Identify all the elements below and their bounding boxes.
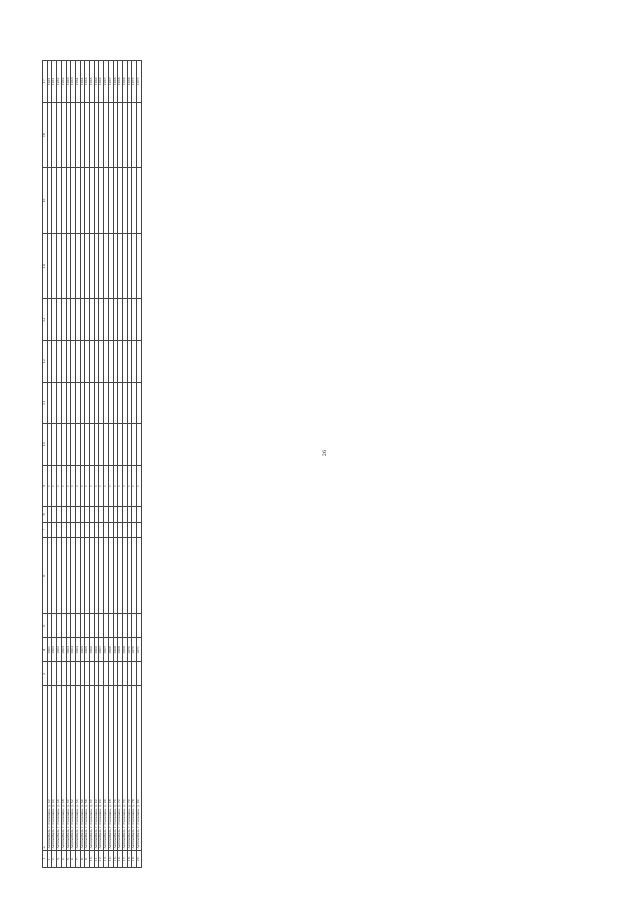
table-cell: 1 bbox=[94, 465, 99, 507]
table-cell: Автомобиль г. Сосновка, д. 42 bbox=[47, 686, 52, 850]
table-cell: 1967 bbox=[99, 638, 104, 662]
table-cell bbox=[137, 507, 142, 522]
column-header: 11 bbox=[43, 382, 48, 424]
table-cell: 6. bbox=[71, 850, 76, 867]
table-cell: 1 bbox=[104, 465, 109, 507]
table-cell: 1967 bbox=[104, 638, 109, 662]
table-cell: Автомобиль г. Сосновка, д. 58 bbox=[85, 686, 90, 850]
table-cell: 12. bbox=[99, 850, 104, 867]
table-cell bbox=[137, 299, 142, 341]
table-cell: 1964 bbox=[75, 61, 80, 103]
table-cell: 14. bbox=[108, 850, 113, 867]
table-cell bbox=[137, 168, 142, 234]
table-cell: 1 bbox=[127, 465, 132, 507]
table-cell: 4. bbox=[61, 850, 66, 867]
table-cell: Автомобиль г. Сосновка, д. 74 bbox=[122, 686, 127, 850]
table-cell: 1 bbox=[47, 465, 52, 507]
table-cell: 1970 bbox=[137, 61, 142, 103]
table-cell: 1 bbox=[108, 465, 113, 507]
column-header: 3 bbox=[43, 662, 48, 686]
table-cell: 1964 bbox=[75, 638, 80, 662]
table-cell: 5. bbox=[66, 850, 71, 867]
table-cell: Автомобиль г. Сосновка, д. 56 bbox=[80, 686, 85, 850]
table-cell: 1963 bbox=[61, 638, 66, 662]
table-cell: 1 bbox=[80, 465, 85, 507]
table-cell: Автомобиль г. Сосновка, д. 66 bbox=[104, 686, 109, 850]
table-cell: 1962 bbox=[57, 61, 62, 103]
table-cell: Автомобиль г. Сосновка, д. 62 bbox=[94, 686, 99, 850]
table-cell bbox=[137, 424, 142, 466]
table-cell: 1966 bbox=[90, 638, 95, 662]
table-cell: 1968 bbox=[118, 61, 123, 103]
table-cell: 1961 bbox=[47, 638, 52, 662]
table-cell: 1963 bbox=[71, 61, 76, 103]
table-cell bbox=[137, 102, 142, 168]
table-cell: 1962 bbox=[57, 638, 62, 662]
table-cell: 1969 bbox=[122, 61, 127, 103]
table-cell: 1 bbox=[122, 465, 127, 507]
column-header: 12 bbox=[43, 341, 48, 383]
table-cell: 1970 bbox=[132, 638, 137, 662]
table-cell: 10. bbox=[90, 850, 95, 867]
table-cell: Автомобиль г. Сосновка, д. 78 bbox=[132, 686, 137, 850]
column-header: 7 bbox=[43, 522, 48, 537]
table-cell: 1965 bbox=[80, 638, 85, 662]
table-cell: Автомобиль г. Сосновка, д. 52 bbox=[71, 686, 76, 850]
table-cell: 1 bbox=[132, 465, 137, 507]
column-header: 10 bbox=[43, 424, 48, 466]
table-cell: 1965 bbox=[90, 61, 95, 103]
table-cell: 20. bbox=[137, 850, 142, 867]
table-cell: 1965 bbox=[85, 638, 90, 662]
table-cell: Автомобиль г. Сосновка, д. 68 bbox=[108, 686, 113, 850]
table-cell: 1 bbox=[61, 465, 66, 507]
column-header: 6 bbox=[43, 537, 48, 614]
table-cell: 1961 bbox=[52, 61, 57, 103]
table-cell: 19. bbox=[132, 850, 137, 867]
table-cell: 2. bbox=[52, 850, 57, 867]
table-cell: Автомобиль г. Сосновка, д. 50 bbox=[66, 686, 71, 850]
table-cell bbox=[137, 233, 142, 299]
table-cell: 1965 bbox=[85, 61, 90, 103]
table-cell bbox=[137, 614, 142, 638]
table-cell bbox=[137, 537, 142, 614]
table-cell: 1966 bbox=[99, 61, 104, 103]
column-header: 15 bbox=[43, 168, 48, 234]
table-cell bbox=[137, 382, 142, 424]
table-cell: 1 bbox=[57, 465, 62, 507]
table-cell: Автомобиль г. Сосновка, д. 44 bbox=[52, 686, 57, 850]
column-header: 17 bbox=[43, 61, 48, 103]
table-cell: 8. bbox=[80, 850, 85, 867]
table-cell: 7. bbox=[75, 850, 80, 867]
table-cell: 11. bbox=[94, 850, 99, 867]
table-cell: 1 bbox=[137, 465, 142, 507]
table-cell: 3. bbox=[57, 850, 62, 867]
table-cell: 1 bbox=[75, 465, 80, 507]
table-cell: 1966 bbox=[94, 638, 99, 662]
table-cell: 1963 bbox=[66, 61, 71, 103]
table-row bbox=[137, 61, 142, 868]
table-cell: Автомобиль г. Сосновка, д. 60 bbox=[90, 686, 95, 850]
page-number: 26 bbox=[322, 449, 329, 457]
column-header: 4 bbox=[43, 638, 48, 662]
table-cell: 1970 bbox=[132, 61, 137, 103]
table-cell: 1961 bbox=[47, 61, 52, 103]
table-cell: 9. bbox=[85, 850, 90, 867]
column-header: 1 bbox=[43, 850, 48, 867]
table-cell: Автомобиль г. Сосновка, д. 48 bbox=[61, 686, 66, 850]
table-cell: 1 bbox=[99, 465, 104, 507]
table-cell: Автомобиль г. Сосновка, д. 76 bbox=[127, 686, 132, 850]
table-cell: 1969 bbox=[122, 638, 127, 662]
table-cell bbox=[137, 522, 142, 537]
table-cell: 1964 bbox=[71, 638, 76, 662]
column-header: 5 bbox=[43, 614, 48, 638]
table-cell: 15. bbox=[113, 850, 118, 867]
table-cell: 18. bbox=[127, 850, 132, 867]
table-cell: 1 bbox=[85, 465, 90, 507]
column-header: 9 bbox=[43, 465, 48, 507]
table-cell: Автомобиль г. Сосновка, д. 64 bbox=[99, 686, 104, 850]
table-cell: Автомобиль г. Сосновка, д. 46 bbox=[57, 686, 62, 850]
table-cell: 1969 bbox=[127, 61, 132, 103]
rotated-table-wrapper bbox=[42, 60, 598, 868]
table-cell: 16. bbox=[118, 850, 123, 867]
table-cell: 13. bbox=[104, 850, 109, 867]
table-cell: Автомобиль г. Сосновка, д. 54 bbox=[75, 686, 80, 850]
table-cell: 1970 bbox=[127, 638, 132, 662]
table-cell: 1 bbox=[66, 465, 71, 507]
table-cell: 1 bbox=[90, 465, 95, 507]
table-cell: 1 bbox=[52, 465, 57, 507]
table-cell: 1971 bbox=[137, 638, 142, 662]
column-header: 8 bbox=[43, 507, 48, 522]
column-header: 14 bbox=[43, 233, 48, 299]
column-header: 13 bbox=[43, 299, 48, 341]
table-cell bbox=[137, 662, 142, 686]
column-header: 16 bbox=[43, 102, 48, 168]
table-cell: 1 bbox=[113, 465, 118, 507]
table-cell: 1968 bbox=[113, 638, 118, 662]
column-header: 2 bbox=[43, 686, 48, 850]
table-cell: 1967 bbox=[108, 61, 113, 103]
table-cell: 1 bbox=[118, 465, 123, 507]
table-cell: Автомобиль г. Сосновка, д. 70 bbox=[113, 686, 118, 850]
table-cell: 1968 bbox=[108, 638, 113, 662]
table-cell: 1969 bbox=[118, 638, 123, 662]
table-cell: 1963 bbox=[66, 638, 71, 662]
register-table bbox=[42, 60, 142, 868]
table-body bbox=[47, 61, 141, 868]
table-cell: 1962 bbox=[61, 61, 66, 103]
table-cell: 17. bbox=[122, 850, 127, 867]
table-cell: 1962 bbox=[52, 638, 57, 662]
table-cell: Автомобиль г. Сосновка, д. 80 bbox=[137, 686, 142, 850]
table-cell: Автомобиль г. Сосновка, д. 72 bbox=[118, 686, 123, 850]
table-cell: 1967 bbox=[104, 61, 109, 103]
table-cell: 1. bbox=[47, 850, 52, 867]
table-cell: 1964 bbox=[80, 61, 85, 103]
table-cell: 1968 bbox=[113, 61, 118, 103]
table-cell bbox=[137, 341, 142, 383]
table-cell: 1966 bbox=[94, 61, 99, 103]
table-cell: 1 bbox=[71, 465, 76, 507]
